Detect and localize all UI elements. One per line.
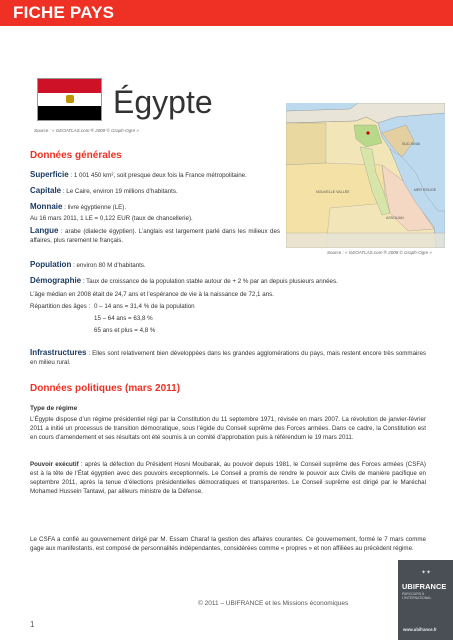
- demographie-label: Démographie: [30, 276, 82, 285]
- regime-title: Type de régime: [30, 405, 78, 412]
- executif-paragraph: [30, 460, 426, 496]
- logo-tagline: PARCOURS À L’INTERNATIONAL: [402, 592, 432, 600]
- map-label-nouvelle-vallee: NOUVELLE VALLÉE: [316, 190, 350, 194]
- logo-url: www.ubifrance.fr: [403, 627, 437, 632]
- map-label-mer-rouge: MER ROUGE: [414, 188, 437, 192]
- monnaie-label: Monnaie: [30, 202, 63, 211]
- age-item: 0 – 14 ans = 31,4 % de la population: [94, 303, 195, 310]
- monnaie-line: [30, 202, 280, 212]
- logo-name: UBIFRANCE: [402, 582, 447, 591]
- infrastructures-value: : Elles sont relativement bien développées dans les grandes agglomérations du pays, mais restent encore très sommaires en milieu rural.: [30, 350, 426, 366]
- csfa-paragraph: Le CSFA a confié au gouvernement dirigé par M. Essam Charaf la gestion des affaires courantes. Ce gouvernement, formé le 7 mars comme gage aux manifestants, est composé de personnalités indépendantes, considérées comme « propres » et non affiliées au précédent régime.: [30, 536, 426, 552]
- capitale-value: : Le Caire, environ 19 millions d’habitants.: [61, 188, 178, 195]
- footer-copyright: © 2011 – UBIFRANCE et les Missions économiques: [198, 600, 349, 607]
- population-value: : environ 80 M d’habitants.: [71, 262, 146, 269]
- header-banner: [0, 0, 453, 26]
- page-number: 1: [30, 620, 35, 629]
- section-title-political: Données politiques (mars 2011): [30, 383, 181, 394]
- eagle-icon: [66, 95, 74, 103]
- langue-label: Langue: [30, 226, 59, 235]
- langue-line: [30, 226, 280, 245]
- capitale-label: Capitale: [30, 186, 62, 195]
- flag-source-caption: Source : « GEOATLAS.com ® 2009 © Graph-Ogre »: [34, 128, 139, 133]
- executif-label: Pouvoir exécutif: [30, 461, 79, 468]
- superficie-value: : 1 001 450 km², soit presque deux fois la France métropolitaine.: [68, 172, 247, 179]
- regime-text: L’Égypte dispose d’un régime présidentiel régi par la Constitution du 11 septembre 1971, révisée en mars 2007. La révolution de janvier-février 2011 a initié un processus de transition démocratique, sous l’égide du Conseil suprême des Forces armées. Dans ce cadre, la Constitution est en cours d’amendement et ses résultats ont été soumis à un comité d’approbation puis à référendum le 19 mars 2011.: [30, 416, 426, 441]
- demographie-age: L’âge médian en 2008 était de 24,7 ans et l’espérance de vie à la naissance de 72,1 ans.: [30, 291, 274, 298]
- ages-intro: Répartition des âges :: [30, 303, 91, 310]
- langue-value: : arabe (dialecte égyptien). L’anglais est largement parlé dans les milieux des affaires, plus rarement le français.: [30, 228, 280, 244]
- section-title-general: Données générales: [30, 150, 122, 161]
- population-label: Population: [30, 260, 72, 269]
- egypt-map: [286, 103, 445, 248]
- country-name: Égypte: [113, 84, 213, 120]
- map-label-sud-sinai: SUD-SINAI: [402, 142, 421, 146]
- demographie-line: [30, 276, 430, 286]
- demographie-value: : Taux de croissance de la population stable autour de + 2 % par an depuis plusieurs années.: [81, 278, 338, 285]
- population-line: [30, 260, 430, 270]
- executif-value: : après la défection du Président Hosni Moubarak, au pouvoir depuis 1981, le Conseil suprême des Forces armées (CSFA) est à la tête de l’État égyptien avec des pouvoirs exceptionnels. Le Conseil a promis de rendre le pouvoir aux Civils de manière pacifique en septembre 2011, après la tenue d’élections présidentielles démocratiques et transparentes. Le Conseil suprême est dirigé par le Maréchal Mohamed Hussein Tantawi, par ailleurs ministre de la Défense.: [30, 461, 426, 495]
- map-label-assouan: ASSOUAN: [386, 216, 404, 220]
- infrastructures-line: [30, 348, 426, 367]
- map-source-caption: Source : « GEOATLAS.com ® 2008 © Graph-Ogre »: [327, 250, 432, 255]
- infrastructures-label: Infrastructures: [30, 348, 87, 357]
- egypt-flag-image: [37, 78, 102, 121]
- superficie-line: [30, 170, 280, 180]
- superficie-label: Superficie: [30, 170, 69, 179]
- monnaie-rate: Au 16 mars 2011, 1 LE = 0,122 EUR (taux de chancellerie).: [30, 215, 193, 222]
- monnaie-value: : livre égyptienne (LE).: [62, 204, 127, 211]
- capitale-line: [30, 186, 280, 196]
- age-item: 65 ans et plus = 4,8 %: [94, 327, 156, 334]
- age-item: 15 – 64 ans = 63,8 %: [94, 315, 153, 322]
- page-title: FICHE PAYS: [13, 3, 115, 22]
- ubifrance-logo-icon: ✦✦: [421, 570, 432, 576]
